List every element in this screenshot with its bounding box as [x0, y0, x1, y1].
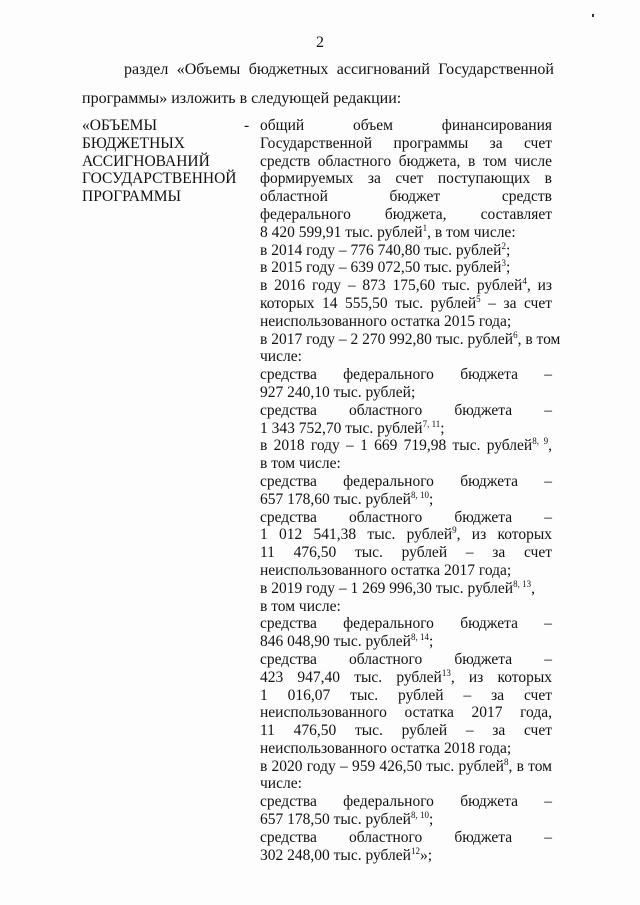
- intro-line-2: программы» изложить в следующей редакции:: [82, 90, 402, 107]
- funding-line: [260, 740, 552, 758]
- footnote-ref: 3: [501, 258, 506, 269]
- funding-line-tail: ;: [428, 811, 434, 829]
- funding-line-text: 423 947,40 тыс. рублей: [260, 668, 442, 686]
- funding-line: [260, 793, 552, 811]
- funding-line-text: 657 178,50 тыс. рублей: [260, 811, 411, 829]
- funding-line-text: средства областного бюджета –: [260, 650, 552, 668]
- section-label-line: «ОБЪЕМЫ: [82, 117, 157, 134]
- funding-line-tail: ;: [428, 633, 434, 651]
- funding-line-tail: ;: [505, 259, 511, 277]
- funding-line-text: средства федерального бюджета –: [260, 472, 552, 490]
- funding-line-text: в 2018 году – 1 669 719,98 тыс. рублей: [260, 437, 533, 455]
- section-label: [82, 117, 242, 206]
- funding-line: [260, 242, 552, 260]
- funding-line-tail: ;: [440, 419, 445, 437]
- funding-line: [260, 135, 552, 153]
- funding-line: [260, 704, 552, 722]
- funding-line: [260, 153, 552, 171]
- page-number: 2: [316, 34, 324, 51]
- funding-line: [260, 366, 552, 384]
- funding-line-tail: ;: [428, 490, 434, 508]
- funding-line: [260, 295, 552, 313]
- funding-line-text: числе:: [260, 348, 302, 366]
- funding-line-text: средства областного бюджета –: [260, 828, 552, 846]
- footnote-ref: 1: [422, 222, 428, 233]
- footnote-ref: 8, 13: [513, 578, 532, 589]
- funding-line-text: в 2015 году – 639 072,50 тыс. рублей: [260, 259, 502, 277]
- funding-line: [260, 437, 552, 455]
- funding-line: [260, 348, 552, 366]
- funding-line: [260, 329, 561, 349]
- funding-line-text: 11 476,50 тыс. рублей – за счет: [260, 544, 552, 562]
- funding-line-text: неиспользованного остатка 2018 года;: [260, 739, 512, 757]
- funding-line: [260, 206, 552, 224]
- funding-line: [260, 420, 552, 438]
- funding-line-text: Государственной программы за счет: [260, 134, 552, 152]
- funding-line: [260, 402, 552, 420]
- funding-line-tail: , в том: [508, 757, 552, 775]
- footnote-ref: 6: [513, 329, 518, 340]
- funding-line: [260, 117, 552, 135]
- funding-line-text: общий объем финансирования: [260, 117, 552, 134]
- funding-line: [260, 277, 552, 295]
- funding-line-text: 302 248,00 тыс. рублей: [260, 846, 411, 864]
- funding-line-text: средства областного бюджета –: [260, 401, 552, 419]
- funding-line-text: 846 048,90 тыс. рублей: [260, 633, 411, 651]
- funding-line: [260, 598, 552, 616]
- funding-line-text: 11 476,50 тыс. рублей – за счет: [260, 722, 552, 740]
- funding-line: [260, 224, 552, 242]
- footnote-ref: 8, 14: [410, 632, 429, 643]
- funding-line-text: средства федерального бюджета –: [260, 793, 552, 811]
- funding-line: [260, 758, 552, 776]
- footnote-ref: 5: [476, 293, 481, 304]
- funding-line-text: средств областного бюджета, в том числе: [260, 152, 552, 170]
- funding-line: [260, 259, 552, 277]
- funding-line-text: 1 012 541,38 тыс. рублей: [260, 526, 453, 544]
- funding-line-text: областной бюджет средств: [260, 188, 552, 206]
- funding-line-text: средства федерального бюджета –: [260, 615, 552, 633]
- funding-line-text: числе:: [260, 775, 302, 793]
- separator-dash: -: [244, 117, 250, 134]
- funding-line-tail: – за счет: [480, 294, 552, 312]
- funding-line-text: средства федерального бюджета –: [260, 366, 552, 384]
- funding-line-text: в 2016 году – 873 175,60 тыс. рублей: [260, 277, 523, 295]
- funding-line-tail: , в том числе:: [427, 223, 516, 241]
- section-label-line: АССИГНОВАНИЙ: [82, 152, 210, 170]
- funding-line: [260, 188, 552, 206]
- funding-line-text: неиспользованного остатка 2017 года;: [260, 561, 512, 579]
- funding-line-tail: , в том: [517, 330, 561, 348]
- funding-line: [260, 829, 552, 847]
- funding-line-tail: , из которых: [456, 526, 552, 544]
- funding-line-tail: ,: [548, 437, 552, 455]
- funding-line-text: федерального бюджета, составляет: [260, 205, 552, 223]
- footnote-ref: 7, 11: [422, 418, 441, 429]
- footnote-ref: 8: [503, 756, 509, 767]
- funding-line: [260, 509, 552, 527]
- funding-text: [260, 117, 561, 864]
- funding-line: [260, 615, 552, 633]
- funding-line: [260, 491, 552, 509]
- funding-line-tail: , из: [526, 277, 552, 295]
- funding-line: [260, 473, 552, 491]
- funding-line-text: 657 178,60 тыс. рублей: [260, 490, 411, 508]
- footnote-ref: 12: [410, 845, 420, 856]
- funding-line: [260, 544, 552, 562]
- funding-line-tail: , из которых: [450, 668, 552, 686]
- funding-line-text: 1 343 752,70 тыс. рублей: [260, 419, 423, 437]
- footnote-ref: 2: [501, 240, 506, 251]
- funding-line: [260, 562, 552, 580]
- funding-line: [260, 384, 552, 402]
- funding-line-text: в том числе:: [260, 597, 341, 615]
- funding-line-text: 927 240,10 тыс. рублей;: [260, 383, 416, 401]
- footnote-ref: 9: [452, 525, 457, 536]
- funding-line-tail: »;: [419, 846, 433, 864]
- funding-line-text: в 2014 году – 776 740,80 тыс. рублей: [260, 241, 502, 259]
- funding-line: [260, 580, 552, 598]
- funding-line-text: неиспользованного остатка 2015 года;: [260, 312, 512, 330]
- funding-line: [260, 455, 552, 473]
- funding-line-tail: ;: [505, 241, 511, 259]
- funding-line-text: в том числе:: [260, 455, 341, 473]
- funding-line-text: которых 14 555,50 тыс. рублей: [260, 294, 477, 312]
- funding-line: [260, 170, 552, 188]
- footnote-ref: 4: [522, 276, 527, 287]
- section-label-line: ГОСУДАРСТВЕННОЙ: [82, 170, 237, 188]
- funding-line: [260, 687, 552, 705]
- scan-mark: [592, 14, 594, 17]
- footnote-ref: 8, 10: [410, 489, 429, 500]
- funding-line-text: 1 016,07 тыс. рублей – за счет: [260, 686, 552, 704]
- funding-line-text: 8 420 599,91 тыс. рублей: [260, 223, 423, 241]
- footnote-ref: 8, 9: [532, 436, 549, 447]
- funding-line: [260, 811, 552, 829]
- funding-line-text: средства областного бюджета –: [260, 508, 552, 526]
- funding-line-text: в 2020 году – 959 426,50 тыс. рублей: [260, 757, 504, 775]
- funding-line-text: неиспользованного остатка 2017 года,: [260, 704, 552, 722]
- funding-line-tail: ,: [531, 579, 535, 597]
- funding-line: [260, 775, 552, 793]
- funding-line: [260, 847, 552, 865]
- funding-line-text: формируемых за счет поступающих в: [260, 170, 552, 188]
- footnote-ref: 13: [441, 667, 451, 678]
- funding-line: [260, 651, 552, 669]
- funding-line: [260, 669, 552, 687]
- section-label-line: ПРОГРАММЫ: [82, 188, 182, 206]
- section-label-line: БЮДЖЕТНЫХ: [82, 134, 185, 152]
- funding-line: [260, 313, 552, 331]
- footnote-ref: 8, 10: [410, 810, 429, 821]
- funding-line-text: в 2019 году – 1 269 996,30 тыс. рублей: [260, 579, 514, 597]
- funding-line: [260, 526, 552, 544]
- funding-line-text: в 2017 году – 2 270 992,80 тыс. рублей: [260, 330, 514, 348]
- intro-line-1: раздел «Объемы бюджетных ассигнований Государственной: [124, 61, 554, 78]
- funding-line: [260, 633, 552, 651]
- funding-line: [260, 722, 552, 740]
